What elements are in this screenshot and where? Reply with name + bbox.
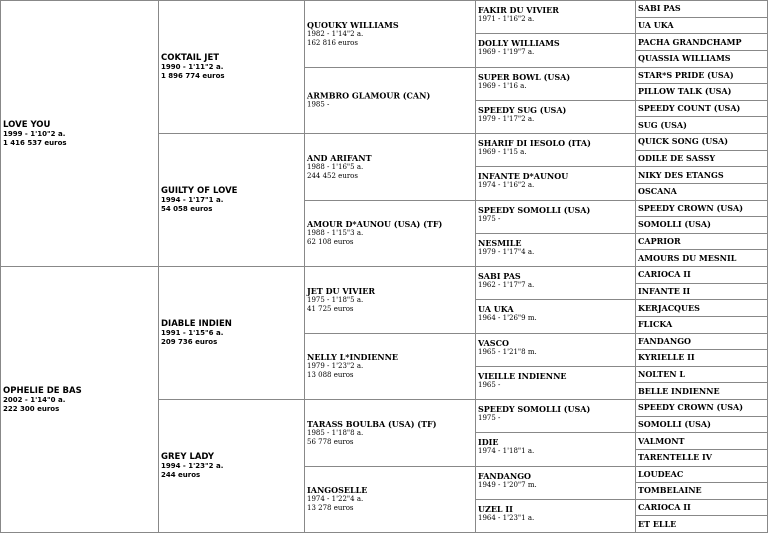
horse-name: OSCANA — [638, 187, 677, 196]
horse-earnings: 162 816 euros — [307, 39, 473, 48]
horse-name: STAR*S PRIDE (USA) — [638, 71, 734, 80]
horse-name: NOLTEN L — [638, 370, 685, 379]
horse-name: NESMILE — [478, 238, 633, 248]
horse-record: 1965 - 1'21"8 m. — [478, 348, 633, 357]
horse-name: SPEEDY COUNT (USA) — [638, 104, 740, 113]
horse-record: 1985 - — [307, 101, 473, 110]
horse-record: 1975 - — [478, 414, 633, 423]
pedigree-cell-gen5-24 — [635, 382, 768, 400]
horse-record: 1969 - 1'19"7 a. — [478, 48, 633, 57]
pedigree-cell-gen4-6 — [475, 166, 636, 200]
pedigree-cell-gen5-9 — [635, 133, 768, 151]
horse-name: QUOUKY WILLIAMS — [307, 20, 473, 30]
horse-record: 1988 - 1'16"5 a. — [307, 163, 473, 172]
pedigree-cell-gen5-19 — [635, 299, 768, 317]
horse-name: SOMOLLI (USA) — [638, 220, 711, 229]
pedigree-cell-gen5-29 — [635, 466, 768, 484]
horse-entry — [478, 338, 633, 357]
horse-record: 1969 - 1'15 a. — [478, 148, 633, 157]
horse-name: FAKIR DU VIVIER — [478, 5, 633, 15]
pedigree-cell-gen3-8 — [304, 466, 476, 533]
horse-entry — [478, 437, 633, 456]
pedigree-cell-gen5-5 — [635, 67, 768, 85]
horse-record: 1974 - 1'16"2 a. — [478, 181, 633, 190]
pedigree-cell-gen5-26 — [635, 416, 768, 434]
horse-record: 1979 - 1'17"4 a. — [478, 248, 633, 257]
horse-record: 1971 - 1'16"2 a. — [478, 15, 633, 24]
horse-entry — [478, 5, 633, 24]
horse-entry — [307, 352, 473, 380]
pedigree-cell-gen3-6 — [304, 333, 476, 401]
horse-name: NIKY DES ETANGS — [638, 171, 724, 180]
horse-entry — [478, 171, 633, 190]
pedigree-cell-gen3-1 — [304, 0, 476, 68]
horse-name: TOMBELAINE — [638, 486, 702, 495]
pedigree-cell-gen5-18 — [635, 283, 768, 301]
horse-name: GREY LADY — [161, 452, 302, 462]
horse-record: 2002 - 1'14"0 a. — [3, 396, 156, 405]
pedigree-cell-gen4-1 — [475, 0, 636, 34]
horse-name: FLICKA — [638, 320, 672, 329]
horse-name: SUG (USA) — [638, 121, 687, 130]
pedigree-cell-gen3-7 — [304, 399, 476, 467]
horse-name: SPEEDY SOMOLLI (USA) — [478, 205, 633, 215]
horse-name: SPEEDY CROWN (USA) — [638, 204, 743, 213]
horse-record: 1990 - 1'11"2 a. — [161, 63, 302, 72]
horse-entry — [161, 53, 302, 81]
pedigree-cell-gen4-13 — [475, 399, 636, 433]
horse-name: QUICK SONG (USA) — [638, 137, 728, 146]
horse-earnings: 244 euros — [161, 471, 302, 480]
horse-entry — [478, 205, 633, 224]
horse-record: 1988 - 1'15"3 a. — [307, 229, 473, 238]
horse-name: TARASS BOULBA (USA) (TF) — [307, 419, 473, 429]
horse-name: VIEILLE INDIENNE — [478, 371, 633, 381]
pedigree-cell-gen5-10 — [635, 150, 768, 168]
horse-record: 1965 - — [478, 381, 633, 390]
pedigree-cell-gen5-11 — [635, 166, 768, 184]
horse-entry — [307, 485, 473, 513]
pedigree-cell-gen5-20 — [635, 316, 768, 334]
pedigree-cell-subjects-2 — [0, 266, 159, 533]
pedigree-cell-gen4-4 — [475, 100, 636, 134]
horse-entry — [478, 72, 633, 91]
pedigree-cell-gen4-16 — [475, 499, 636, 533]
horse-earnings: 1 896 774 euros — [161, 72, 302, 81]
horse-earnings: 41 725 euros — [307, 305, 473, 314]
horse-entry — [478, 138, 633, 157]
horse-record: 1982 - 1'14"2 a. — [307, 30, 473, 39]
horse-entry — [161, 186, 302, 214]
horse-name: PILLOW TALK (USA) — [638, 87, 731, 96]
horse-name: AND ARIFANT — [307, 153, 473, 163]
horse-entry — [307, 91, 473, 110]
horse-entry — [478, 105, 633, 124]
horse-name: DOLLY WILLIAMS — [478, 38, 633, 48]
horse-name: ARMBRO GLAMOUR (CAN) — [307, 91, 473, 101]
horse-name: AMOUR D*AUNOU (USA) (TF) — [307, 219, 473, 229]
horse-earnings: 1 416 537 euros — [3, 139, 156, 148]
pedigree-cell-gen3-2 — [304, 67, 476, 135]
horse-name: KYRIELLE II — [638, 353, 695, 362]
horse-name: SPEEDY SUG (USA) — [478, 105, 633, 115]
horse-name: COKTAIL JET — [161, 53, 302, 63]
horse-earnings: 56 778 euros — [307, 438, 473, 447]
horse-record: 1964 - 1'26"9 m. — [478, 314, 633, 323]
horse-name: INFANTE II — [638, 287, 690, 296]
horse-name: LOUDEAC — [638, 470, 683, 479]
pedigree-cell-gen5-7 — [635, 100, 768, 118]
pedigree-cell-gen3-3 — [304, 133, 476, 201]
pedigree-cell-gen4-2 — [475, 33, 636, 67]
pedigree-cell-gen2-2 — [158, 133, 305, 267]
horse-entry — [307, 219, 473, 247]
horse-record: 1964 - 1'23"1 a. — [478, 514, 633, 523]
horse-entry — [161, 319, 302, 347]
horse-record: 1985 - 1'18"8 a. — [307, 429, 473, 438]
horse-name: TARENTELLE IV — [638, 453, 712, 462]
pedigree-cell-gen5-12 — [635, 183, 768, 201]
pedigree-cell-gen2-1 — [158, 0, 305, 134]
horse-name: SPEEDY SOMOLLI (USA) — [478, 404, 633, 414]
horse-name: CARIOCA II — [638, 503, 691, 512]
horse-name: SPEEDY CROWN (USA) — [638, 403, 743, 412]
horse-name: GUILTY OF LOVE — [161, 186, 302, 196]
pedigree-cell-gen5-8 — [635, 116, 768, 134]
horse-earnings: 13 278 euros — [307, 504, 473, 513]
horse-entry — [478, 371, 633, 390]
pedigree-cell-gen5-15 — [635, 233, 768, 251]
pedigree-cell-gen4-10 — [475, 299, 636, 333]
pedigree-cell-gen5-4 — [635, 50, 768, 68]
pedigree-cell-gen5-27 — [635, 432, 768, 450]
horse-entry — [478, 504, 633, 523]
horse-record: 1994 - 1'17"1 a. — [161, 196, 302, 205]
pedigree-cell-gen4-7 — [475, 200, 636, 234]
horse-entry — [307, 286, 473, 314]
pedigree-cell-gen5-6 — [635, 83, 768, 101]
horse-name: IDIE — [478, 437, 633, 447]
pedigree-cell-subjects-1 — [0, 0, 159, 267]
horse-entry — [3, 120, 156, 148]
horse-name: JET DU VIVIER — [307, 286, 473, 296]
horse-record: 1974 - 1'18"1 a. — [478, 447, 633, 456]
pedigree-cell-gen5-17 — [635, 266, 768, 284]
horse-name: UA UKA — [638, 21, 674, 30]
pedigree-cell-gen5-25 — [635, 399, 768, 417]
horse-name: SOMOLLI (USA) — [638, 420, 711, 429]
pedigree-cell-gen3-5 — [304, 266, 476, 334]
horse-entry — [478, 271, 633, 290]
horse-name: NELLY L*INDIENNE — [307, 352, 473, 362]
horse-record: 1969 - 1'16 a. — [478, 82, 633, 91]
horse-earnings: 13 088 euros — [307, 371, 473, 380]
horse-name: KERJACQUES — [638, 304, 700, 313]
horse-entry — [478, 304, 633, 323]
pedigree-cell-gen5-1 — [635, 0, 768, 18]
horse-name: SHARIF DI IESOLO (ITA) — [478, 138, 633, 148]
pedigree-cell-gen4-9 — [475, 266, 636, 300]
pedigree-cell-gen3-4 — [304, 200, 476, 268]
horse-name: FANDANGO — [638, 337, 691, 346]
pedigree-cell-gen4-14 — [475, 432, 636, 466]
horse-record: 1991 - 1'15"6 a. — [161, 329, 302, 338]
pedigree-cell-gen5-31 — [635, 499, 768, 517]
horse-name: IANGOSELLE — [307, 485, 473, 495]
horse-record: 1994 - 1'23"2 a. — [161, 462, 302, 471]
horse-entry — [307, 20, 473, 48]
pedigree-cell-gen5-14 — [635, 216, 768, 234]
horse-name: AMOURS DU MESNIL — [638, 254, 736, 263]
horse-name: BELLE INDIENNE — [638, 387, 720, 396]
horse-earnings: 62 108 euros — [307, 238, 473, 247]
horse-entry — [3, 386, 156, 414]
pedigree-cell-gen5-28 — [635, 449, 768, 467]
pedigree-cell-gen4-5 — [475, 133, 636, 167]
horse-entry — [307, 153, 473, 181]
horse-name: UZEL II — [478, 504, 633, 514]
horse-name: FANDANGO — [478, 471, 633, 481]
pedigree-cell-gen5-13 — [635, 200, 768, 218]
horse-name: ODILE DE SASSY — [638, 154, 715, 163]
pedigree-cell-gen5-30 — [635, 482, 768, 500]
horse-earnings: 54 058 euros — [161, 205, 302, 214]
horse-record: 1979 - 1'17"2 a. — [478, 115, 633, 124]
pedigree-cell-gen5-32 — [635, 515, 768, 533]
pedigree-cell-gen4-11 — [475, 333, 636, 367]
horse-record: 1975 - — [478, 215, 633, 224]
horse-name: VALMONT — [638, 437, 685, 446]
horse-name: CAPRIOR — [638, 237, 681, 246]
pedigree-cell-gen5-21 — [635, 333, 768, 351]
horse-earnings: 209 736 euros — [161, 338, 302, 347]
pedigree-cell-gen4-15 — [475, 466, 636, 500]
horse-name: SABI PAS — [478, 271, 633, 281]
horse-name: SABI PAS — [638, 4, 681, 13]
pedigree-cell-gen5-3 — [635, 33, 768, 51]
horse-name: PACHA GRANDCHAMP — [638, 38, 742, 47]
horse-record: 1999 - 1'10"2 a. — [3, 130, 156, 139]
horse-entry — [478, 404, 633, 423]
horse-entry — [478, 38, 633, 57]
horse-name: CARIOCA II — [638, 270, 691, 279]
pedigree-cell-gen5-2 — [635, 17, 768, 35]
horse-entry — [478, 471, 633, 490]
horse-entry — [307, 419, 473, 447]
pedigree-cell-gen2-3 — [158, 266, 305, 400]
pedigree-cell-gen5-23 — [635, 366, 768, 384]
horse-record: 1962 - 1'17"7 a. — [478, 281, 633, 290]
horse-record: 1974 - 1'22"4 a. — [307, 495, 473, 504]
horse-earnings: 222 300 euros — [3, 405, 156, 414]
horse-name: INFANTE D*AUNOU — [478, 171, 633, 181]
horse-name: SUPER BOWL (USA) — [478, 72, 633, 82]
horse-entry — [161, 452, 302, 480]
horse-name: UA UKA — [478, 304, 633, 314]
pedigree-cell-gen2-4 — [158, 399, 305, 533]
horse-name: OPHELIE DE BAS — [3, 386, 156, 396]
horse-name: QUASSIA WILLIAMS — [638, 54, 731, 63]
horse-record: 1975 - 1'18"5 a. — [307, 296, 473, 305]
pedigree-cell-gen4-8 — [475, 233, 636, 267]
horse-name: VASCO — [478, 338, 633, 348]
horse-name: ET ELLE — [638, 520, 676, 529]
pedigree-cell-gen5-16 — [635, 249, 768, 267]
horse-record: 1979 - 1'23"2 a. — [307, 362, 473, 371]
pedigree-cell-gen4-3 — [475, 67, 636, 101]
horse-name: LOVE YOU — [3, 120, 156, 130]
horse-name: DIABLE INDIEN — [161, 319, 302, 329]
pedigree-cell-gen5-22 — [635, 349, 768, 367]
horse-record: 1949 - 1'20"7 m. — [478, 481, 633, 490]
horse-entry — [478, 238, 633, 257]
horse-earnings: 244 452 euros — [307, 172, 473, 181]
pedigree-cell-gen4-12 — [475, 366, 636, 400]
